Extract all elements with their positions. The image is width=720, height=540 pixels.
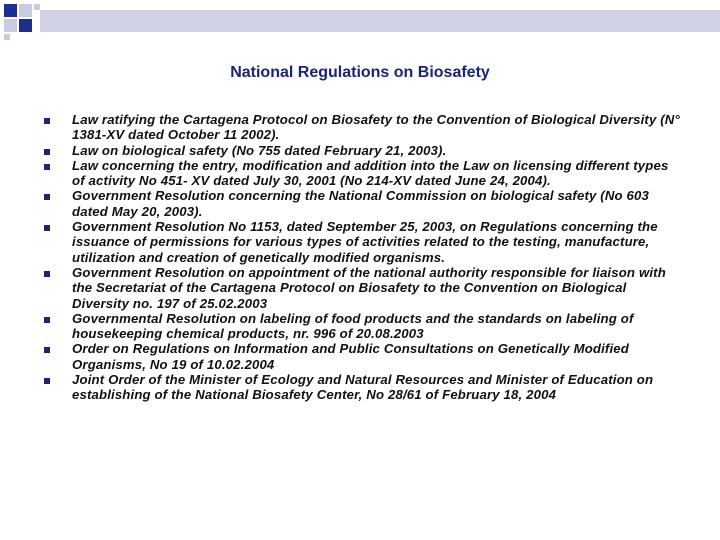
list-item-text: Governmental Resolution on labeling of food products and the standards on labeling of housekeeping chemical products, nr. 996 of 20.08.2003 [72,310,634,342]
slide-title: National Regulations on Biosafety [230,64,490,81]
list-item [40,372,680,403]
corner-square-dark-2 [19,19,32,32]
corner-square-light-2 [4,19,17,32]
list-item-text: Joint Order of the Minister of Ecology and Natural Resources and Minister of Education on establishing of the National Biosafety Center, No 28/61 of February 18, 2004 [72,372,654,403]
corner-square-light-1 [19,4,32,17]
bullet-square-icon [44,378,50,384]
bullet-square-icon [44,347,50,353]
bullet-square-icon [44,118,50,124]
bullet-square-icon [44,164,50,170]
list-item [40,341,680,372]
list-item [40,219,680,265]
list-item-text: Order on Regulations on Information and Public Consultations on Genetically Modified Organisms, No 19 of 10.02.2004 [72,341,629,372]
bullet-square-icon [44,225,50,231]
header-bar [40,10,720,32]
bullet-square-icon [44,317,50,323]
list-item [40,112,680,143]
list-item [40,188,680,219]
list-item-text: Government Resolution No 1153, dated September 25, 2003, on Regulations concerning the issuance of permissions for various types of activities related to the testing, manufacture, utilization and creation of genetically modified organisms. [72,219,658,265]
list-item [40,265,680,311]
list-item-text: Law ratifying the Cartagena Protocol on Biosafety to the Convention of Biological Diversity (N° 1381-XV dated October 11 2002). [72,112,680,143]
bullet-square-icon [44,149,50,155]
list-item [40,311,680,342]
list-item-text: Law concerning the entry, modification and addition into the Law on licensing different types of activity No 451- XV dated July 30, 2001 (No 214-XV dated June 24, 2004). [72,157,669,189]
list-item-text: Government Resolution on appointment of the national authority responsible for liaison with the Secretariat of the Cartagena Protocol on Biosafety to the Convention on Biological Diversity no. 197 of 25.02.2003 [72,264,666,311]
list-item-text: Law on biological safety (No 755 dated February 21, 2003). [72,142,447,158]
list-item [40,158,680,189]
bullet-square-icon [44,271,50,277]
list-item [40,143,680,158]
corner-square-light-4 [4,34,10,40]
corner-square-dark-1 [4,4,17,17]
regulation-list [40,112,680,403]
bullet-square-icon [44,194,50,200]
list-item-text: Government Resolution concerning the National Commission on biological safety (No 603 dated May 20, 2003). [72,188,649,219]
